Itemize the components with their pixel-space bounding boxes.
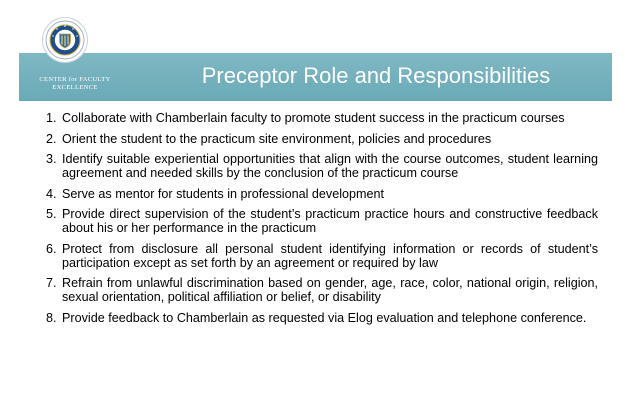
list-item (46, 276, 598, 304)
list-item (46, 132, 598, 146)
list-item (46, 242, 598, 270)
item-text: Serve as mentor for students in professional development (62, 186, 385, 201)
item-number: 7. (46, 276, 57, 290)
seal-icon (45, 20, 85, 60)
list-item (46, 187, 598, 201)
item-text: Identify suitable experiential opportunities that align with the course outcomes, student learning agreement and needed skills by the conclusion of the practicum course (62, 152, 598, 180)
item-number: 2. (46, 131, 57, 146)
item-number: 8. (46, 310, 57, 325)
item-number: 3. (46, 152, 57, 166)
item-number: 6. (46, 241, 57, 256)
item-text: Orient the student to the practicum site environment, policies and procedures (62, 131, 492, 146)
item-text: Provide feedback to Chamberlain as requested via Elog evaluation and telephone conference. (62, 310, 587, 325)
list-item (46, 207, 598, 235)
item-number: 4. (46, 186, 57, 201)
department-line-1: CENTER for FACULTY (39, 76, 111, 83)
list-item (46, 111, 598, 125)
responsibilities-list (46, 111, 598, 331)
item-number: 1. (46, 111, 57, 125)
list-item (46, 311, 598, 325)
chamberlain-seal-logo (42, 17, 88, 63)
item-text: Protect from disclosure all personal student identifying information or records of student’s participation except as set forth by an agreement or required by law (62, 241, 598, 270)
department-name (25, 76, 125, 92)
list-item (46, 152, 598, 180)
item-number: 5. (46, 207, 57, 221)
page-title: Preceptor Role and Responsibilities (201, 63, 551, 88)
item-text: Collaborate with Chamberlain faculty to promote student success in the practicum courses (62, 111, 565, 125)
department-line-2: EXCELLENCE (52, 84, 98, 91)
item-text: Refrain from unlawful discrimination based on gender, age, race, color, national origin, religion, sexual orientation, political affiliation or belief, or disability (62, 276, 598, 304)
item-text: Provide direct supervision of the student’s practicum practice hours and constructive feedback about his or her performance in the practicum (62, 207, 598, 235)
